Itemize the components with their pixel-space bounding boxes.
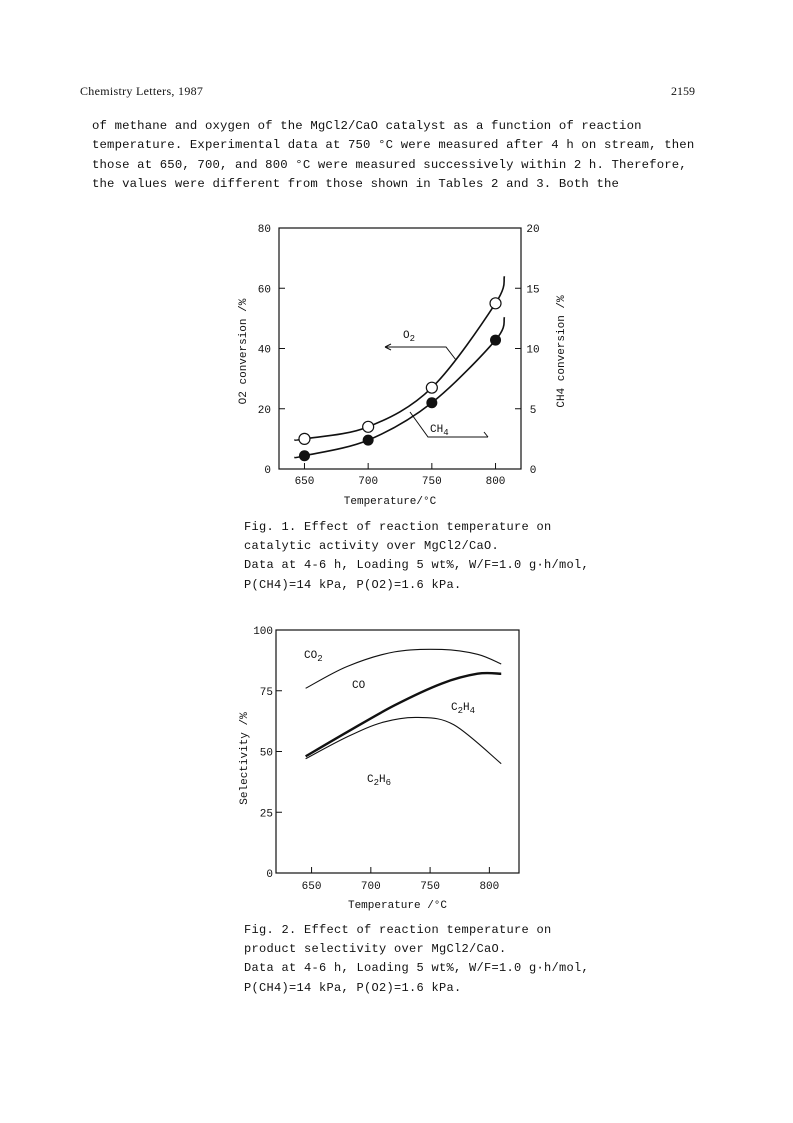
selectivity-boundary — [306, 649, 502, 688]
y-right-tick-label: 10 — [526, 344, 540, 357]
y-tick-label: 80 — [257, 224, 271, 236]
y-right-tick-label: 0 — [529, 465, 537, 477]
body-line: the values were different from those shown in Tables 2 and 3. Both the — [92, 177, 620, 192]
region-label-co: CO — [352, 680, 366, 692]
x-tick-label: 800 — [479, 881, 500, 893]
y-tick-label: 0 — [266, 869, 273, 881]
x-axis-label: Temperature /°C — [347, 900, 448, 912]
caption-line: Fig. 1. Effect of reaction temperature on — [244, 520, 552, 534]
y-tick-label: 60 — [257, 284, 271, 297]
body-line: those at 650, 700, and 800 °C were measured successively within 2 h. Therefore, — [92, 157, 687, 172]
running-header-journal: Chemistry Letters, 1987 — [80, 84, 204, 98]
y-right-axis-label: CH4 conversion /% — [556, 295, 568, 408]
y-tick-label: 50 — [259, 747, 273, 760]
y-axis-label: O2 conversion /% — [238, 298, 250, 405]
y-right-tick-label: 15 — [526, 284, 540, 297]
region-label-co2: $CO_2$ — [304, 650, 323, 664]
y-right-tick-label: 5 — [529, 404, 537, 417]
x-axis-label: Temperature/°C — [343, 496, 437, 508]
figure-2-caption — [244, 921, 589, 998]
caption-line: Data at 4-6 h, Loading 5 wt%, W/F=1.0 g·h/mol, — [244, 558, 590, 573]
body-line: temperature. Experimental data at 750 °C were measured after 4 h on stream, then — [92, 138, 695, 153]
caption-line: catalytic activity over MgCl2/CaO. — [244, 539, 500, 554]
x-tick-label: 750 — [420, 881, 441, 893]
x-tick-label: 700 — [358, 476, 379, 488]
x-tick-label: 750 — [421, 476, 442, 488]
y-axis-label: Selectivity /% — [239, 712, 251, 805]
y-tick-label: 0 — [264, 465, 271, 477]
y-tick-label: 25 — [259, 808, 273, 821]
x-tick-label: 650 — [301, 881, 322, 893]
caption-line: P(CH4)=14 kPa, P(O2)=1.6 kPa. — [244, 577, 462, 592]
selectivity-boundary — [306, 717, 502, 763]
region-label-c2h6: $C_2H_6$ — [367, 774, 392, 788]
x-tick-label: 700 — [360, 881, 381, 893]
caption-line: Fig. 2. Effect of reaction temperature on — [244, 923, 552, 937]
y-tick-label: 75 — [259, 686, 273, 699]
caption-line: product selectivity over MgCl2/CaO. — [244, 942, 507, 957]
y-tick-label: 20 — [257, 404, 271, 417]
annotation-o2: $O_2$ — [403, 330, 416, 344]
y-right-tick-label: 20 — [526, 224, 540, 236]
x-tick-label: 800 — [485, 476, 506, 488]
y-tick-label: 40 — [257, 344, 271, 357]
page-number: 2159 — [671, 84, 695, 98]
caption-line: P(CH4)=14 kPa, P(O2)=1.6 kPa. — [244, 980, 462, 995]
x-tick-label: 650 — [294, 476, 315, 488]
annotation-ch4: $CH_4$ — [430, 424, 449, 438]
body-line: of methane and oxygen of the MgCl2/CaO catalyst as a function of reaction — [92, 119, 642, 133]
y-tick-label: 100 — [253, 626, 273, 638]
caption-line: Data at 4-6 h, Loading 5 wt%, W/F=1.0 g·h/mol, — [244, 961, 590, 976]
region-label-c2h4: $C_2H_4$ — [451, 702, 476, 716]
